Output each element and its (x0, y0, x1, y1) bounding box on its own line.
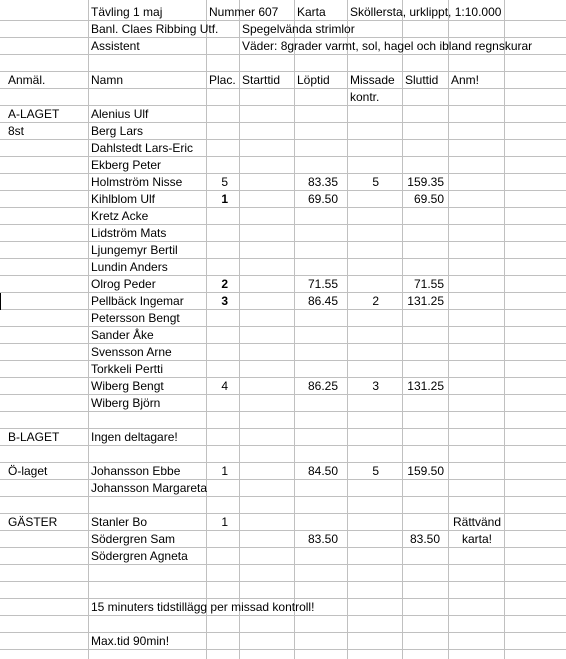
row-border (0, 394, 566, 395)
participant-name[interactable]: Ekberg Peter (91, 158, 162, 172)
row-border (0, 275, 566, 276)
participant-name[interactable]: Dahlstedt Lars-Eric (91, 141, 194, 155)
row-border (0, 377, 566, 378)
row-border (0, 496, 566, 497)
column-header-start-time[interactable]: Starttid (242, 73, 281, 87)
row-border (0, 428, 566, 429)
row-border (0, 105, 566, 106)
guest-note-line-2[interactable]: karta! (461, 532, 492, 546)
row-border (0, 445, 566, 446)
run-time-cell[interactable]: 86.25 (307, 379, 338, 393)
row-border (0, 326, 566, 327)
map-label[interactable]: Karta (297, 5, 326, 19)
participant-name[interactable]: Ljungemyr Bertil (91, 243, 178, 257)
final-time-cell[interactable]: 159.35 (407, 175, 444, 189)
participant-name[interactable]: Petersson Bengt (91, 311, 180, 325)
column-header-missed[interactable]: Missade (350, 73, 395, 87)
column-border (206, 0, 207, 659)
competition-number[interactable]: Nummer 607 (209, 5, 279, 19)
placement-cell[interactable]: 4 (221, 379, 228, 393)
placement-cell[interactable]: 1 (221, 192, 228, 206)
column-border (294, 0, 295, 659)
participant-name[interactable]: Wiberg Bengt (91, 379, 164, 393)
missed-controls-cell[interactable]: 3 (372, 379, 379, 393)
participant-name[interactable]: Pellbäck Ingemar (91, 294, 184, 308)
row-border (0, 241, 566, 242)
row-border (0, 462, 566, 463)
participant-name[interactable]: Södergren Agneta (91, 549, 188, 563)
b-team-note[interactable]: Ingen deltagare! (91, 430, 178, 444)
penalty-note[interactable]: 15 minuters tidstillägg per missad kontroll! (91, 600, 315, 614)
missed-controls-cell[interactable]: 5 (372, 175, 379, 189)
column-header-run-time[interactable]: Löptid (297, 73, 330, 87)
assistant-label[interactable]: Assistent (91, 39, 140, 53)
run-time-cell[interactable]: 86.45 (307, 294, 338, 308)
row-border (0, 122, 566, 123)
row-border (0, 71, 566, 72)
column-header-team[interactable]: Anmäl. (8, 73, 46, 87)
placement-cell[interactable]: 1 (221, 515, 228, 529)
participant-name[interactable]: Alenius Ulf (91, 107, 149, 121)
final-time-cell[interactable]: 69.50 (413, 192, 444, 206)
participant-name[interactable]: Stanler Bo (91, 515, 148, 529)
row-border (0, 564, 566, 565)
column-border (448, 0, 449, 659)
run-time-cell[interactable]: 71.55 (307, 277, 338, 291)
missed-controls-cell[interactable]: 5 (372, 464, 379, 478)
column-header-placement[interactable]: Plac. (209, 73, 236, 87)
final-time-cell[interactable]: 83.50 (409, 532, 440, 546)
run-time-cell[interactable]: 84.50 (307, 464, 338, 478)
row-border (0, 139, 566, 140)
row-border (0, 411, 566, 412)
run-time-cell[interactable]: 83.35 (307, 175, 338, 189)
participant-name[interactable]: Wiberg Björn (91, 396, 161, 410)
participant-name[interactable]: Kretz Acke (91, 209, 149, 223)
column-border (402, 0, 403, 659)
run-time-cell[interactable]: 69.50 (307, 192, 338, 206)
column-border (88, 0, 89, 659)
row-border (0, 343, 566, 344)
competition-title[interactable]: Tävling 1 maj (91, 5, 163, 19)
participant-name[interactable]: Berg Lars (91, 124, 144, 138)
placement-cell[interactable]: 5 (221, 175, 228, 189)
map-value[interactable]: Sköllersta, urklippt, 1:10.000 (350, 5, 502, 19)
row-border (0, 88, 566, 89)
max-time-note[interactable]: Max.tid 90min! (91, 634, 170, 648)
group-label-b-team[interactable]: B-LAGET (8, 430, 60, 444)
group-label-guests[interactable]: GÄSTER (8, 515, 58, 529)
row-border (0, 292, 566, 293)
run-time-cell[interactable]: 83.50 (307, 532, 338, 546)
row-border (0, 224, 566, 225)
row-border (0, 309, 566, 310)
row-border (0, 173, 566, 174)
missed-controls-cell[interactable]: 2 (372, 294, 379, 308)
column-header-missed-2[interactable]: kontr. (350, 90, 380, 104)
final-time-cell[interactable]: 71.55 (413, 277, 444, 291)
course-type[interactable]: Spegelvända strimlor (242, 22, 355, 36)
participant-name[interactable]: Johansson Ebbe (91, 464, 181, 478)
final-time-cell[interactable]: 131.25 (407, 294, 444, 308)
row-border (0, 156, 566, 157)
participant-name[interactable]: Sander Åke (91, 328, 154, 342)
group-label-a-team[interactable]: A-LAGET (8, 107, 60, 121)
participant-name[interactable]: Södergren Sam (91, 532, 176, 546)
final-time-cell[interactable]: 159.50 (407, 464, 444, 478)
placement-cell[interactable]: 2 (221, 277, 228, 291)
participant-name[interactable]: Svensson Arne (91, 345, 172, 359)
row-border (0, 649, 566, 650)
row-border (0, 207, 566, 208)
participant-name[interactable]: Lidström Mats (91, 226, 167, 240)
row-border (0, 479, 566, 480)
participant-name[interactable]: Torkkeli Pertti (91, 362, 164, 376)
group-count-a-team[interactable]: 8st (8, 124, 25, 138)
row-border (0, 190, 566, 191)
column-border (239, 0, 240, 659)
column-header-final-time[interactable]: Sluttid (405, 73, 439, 87)
row-border (0, 258, 566, 259)
course-setter[interactable]: Banl. Claes Ribbing Utf. (91, 22, 219, 36)
row-border (0, 632, 566, 633)
placement-cell[interactable]: 1 (221, 464, 228, 478)
weather-text[interactable]: Väder: 8grader varmt, sol, hagel och ibland regnskurar (242, 39, 533, 53)
column-border (347, 0, 348, 659)
column-header-name[interactable]: Namn (91, 73, 124, 87)
placement-cell[interactable]: 3 (221, 294, 228, 308)
guest-note-line-1[interactable]: Rättvänd (452, 515, 502, 529)
participant-name[interactable]: Kihlblom Ulf (91, 192, 156, 206)
participant-name[interactable]: Holmström Nisse (91, 175, 183, 189)
row-marker (0, 293, 1, 310)
participant-name[interactable]: Johansson Margareta (91, 481, 208, 495)
row-border (0, 360, 566, 361)
group-label-o-team[interactable]: Ö-laget (8, 464, 48, 478)
column-border (504, 0, 505, 659)
participant-name[interactable]: Olrog Peder (91, 277, 156, 291)
row-border (0, 581, 566, 582)
column-header-note[interactable]: Anm! (451, 73, 480, 87)
final-time-cell[interactable]: 131.25 (407, 379, 444, 393)
participant-name[interactable]: Lundin Anders (91, 260, 168, 274)
